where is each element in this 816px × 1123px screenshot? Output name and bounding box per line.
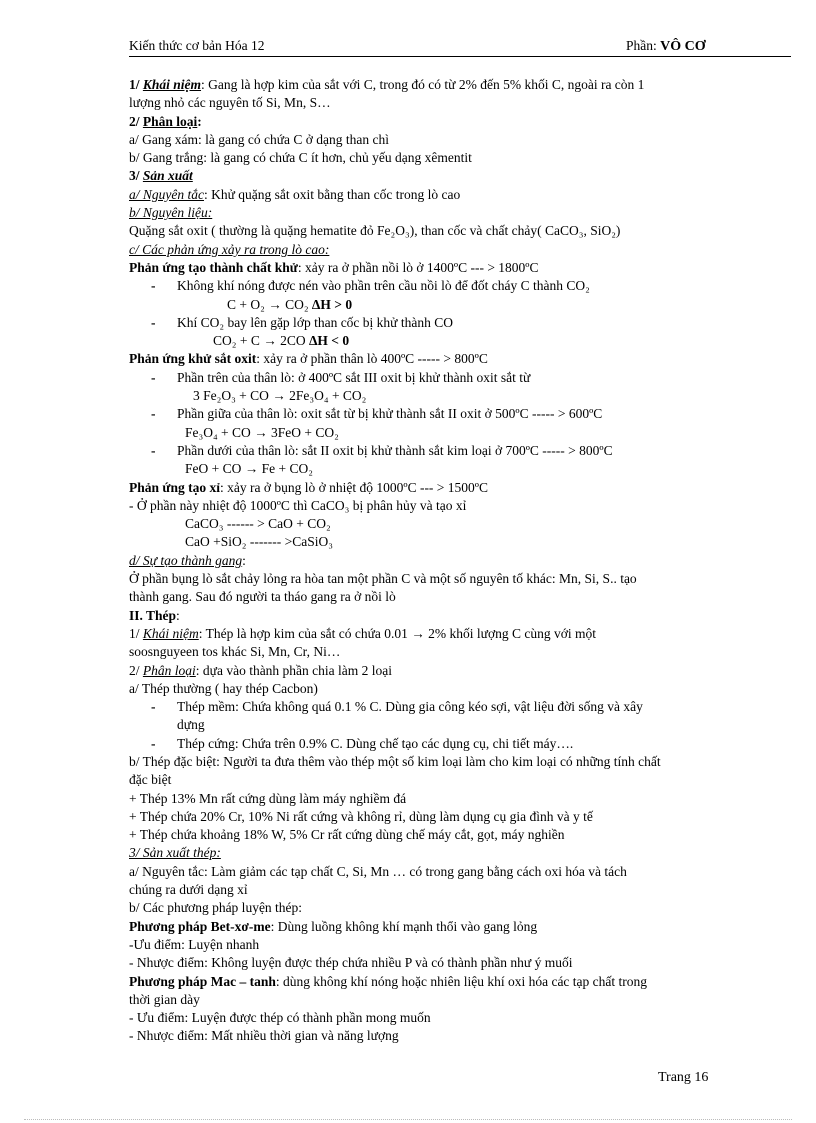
bullet-item: - Phần trên của thân lò: ở 400ºC sắt III oxit bị khử thành oxit sắt từ xyxy=(129,369,769,387)
equation xyxy=(129,332,769,350)
section-number: 1/ xyxy=(129,625,143,641)
section-heading: Phân loại xyxy=(142,113,198,129)
subheading: b/ Nguyên liệu: xyxy=(129,205,213,221)
text: : xảy ra ở phần nồi lò ở 1400ºC --- > 1800ºC xyxy=(297,259,539,275)
text: : dựa vào thành phần chia làm 2 loại xyxy=(195,662,393,678)
bold-label: Phản ứng tạo xỉ xyxy=(129,479,220,495)
line: -Ưu điểm: Luyện nhanh xyxy=(129,936,260,952)
text: : xảy ra ở phần thân lò 400ºC ----- > 800ºC xyxy=(256,351,488,367)
section-number: 2/ xyxy=(129,662,143,678)
line xyxy=(129,973,769,991)
text: : Gang là hợp kim của sắt với C, trong đó có từ 2% đến 5% khối C, ngoài ra còn 1 xyxy=(201,77,645,92)
bold-label: Phản ứng tạo thành chất khử xyxy=(129,259,298,275)
equation: Fe₃O₄ + CO → 3FeO + CO₂ xyxy=(185,424,339,440)
section-heading: II. Thép xyxy=(129,607,177,623)
subheading: Phân loại xyxy=(142,662,196,678)
page-number: Trang 16 xyxy=(658,1070,709,1085)
line: + Thép 13% Mn rất cứng dùng làm máy nghiềm đá xyxy=(129,790,407,806)
line: Quặng sắt oxit ( thường là quặng hematite đỏ Fe₂O₃), than cốc và chất chảy( CaCO₃, SiO₂) xyxy=(129,223,621,239)
equation: CaO +SiO₂ ------- >CaSiO₃ xyxy=(185,534,333,550)
section-heading: Khái niệm xyxy=(142,77,202,92)
subheading: Khái niệm xyxy=(142,625,199,641)
text: : xyxy=(242,552,246,568)
enthalpy: ΔH > 0 xyxy=(311,296,353,312)
text: : Khử quặng sắt oxit bằng than cốc trong lò cao xyxy=(203,186,461,202)
equation: FeO + CO → Fe + CO₂ xyxy=(185,461,313,477)
text: : Thép là hợp kim của sắt có chứa 0.01 → 2% khối lượng C cùng với một xyxy=(198,625,597,641)
line: dựng xyxy=(177,717,205,733)
line xyxy=(129,350,769,368)
enthalpy: ΔH < 0 xyxy=(308,333,350,349)
line xyxy=(129,552,769,570)
bold-label: Phản ứng khử sắt oxit xyxy=(129,351,257,367)
bullet-item: - Không khí nóng được nén vào phần trên cầu nồi lò để đốt cháy C thành CO₂ xyxy=(129,277,769,295)
line xyxy=(129,625,769,643)
subheading: d/ Sự tạo thành gang xyxy=(129,552,243,568)
bullet-item: - Khí CO₂ bay lên gặp lớp than cốc bị khử thành CO xyxy=(129,314,769,332)
line: chúng ra dưới dạng xỉ xyxy=(129,882,248,898)
line: - Ở phần này nhiệt độ 1000ºC thì CaCO₃ bị phân hủy và tạo xỉ xyxy=(129,497,467,513)
line: soosnguyeen tos khác Si, Mn, Cr, Ni… xyxy=(129,644,341,660)
line: a/ Gang xám: là gang có chứa C ở dạng than chì xyxy=(129,131,390,147)
text: : dùng không khí nóng hoặc nhiên liệu khí oxi hóa các tạp chất trong xyxy=(275,973,648,989)
line: đặc biệt xyxy=(129,772,172,788)
subheading: c/ Các phản ứng xảy ra trong lò cao: xyxy=(129,241,330,257)
section-number: 3/ xyxy=(129,168,140,184)
page-header xyxy=(129,38,791,56)
bullet-item: - Phần giữa của thân lò: oxit sắt từ bị khử thành sắt II oxit ở 500ºC ----- > 600ºC xyxy=(129,405,769,423)
line xyxy=(129,259,769,277)
line: thời gian dày xyxy=(129,991,200,1007)
text: : xảy ra ở bụng lò ở nhiệt độ 1000ºC --- > 1500ºC xyxy=(220,479,488,495)
document-body xyxy=(129,76,769,1046)
line: lượng nhỏ các nguyên tố Si, Mn, S… xyxy=(129,95,331,111)
page-bottom-rule xyxy=(24,1119,792,1120)
line xyxy=(129,186,769,204)
header-section-name: VÔ CƠ xyxy=(660,39,706,54)
bold-label: Phương pháp Mac – tanh xyxy=(129,973,276,989)
line: b/ Các phương pháp luyện thép: xyxy=(129,900,303,916)
subheading: a/ Nguyên tắc xyxy=(129,186,204,202)
bullet-item: - Thép cứng: Chứa trên 0.9% C. Dùng chế tạo các dụng cụ, chi tiết máy…. xyxy=(129,735,769,753)
line: thành gang. Sau đó người ta tháo gang ra ở nồi lò xyxy=(129,589,396,605)
line xyxy=(129,479,769,497)
section-heading: Sản xuất xyxy=(142,168,193,184)
line xyxy=(129,76,769,94)
line xyxy=(129,662,769,680)
header-title: Kiến thức cơ bản Hóa 12 xyxy=(129,38,265,53)
header-section xyxy=(626,38,706,55)
bullet-item: - Thép mềm: Chứa không quá 0.1 % C. Dùng gia công kéo sợi, vật liệu đời sống và xây xyxy=(129,698,769,716)
line: + Thép chứa khoảng 18% W, 5% Cr rất cứng dùng chế máy cắt, gọt, máy nghiền xyxy=(129,827,565,843)
line: b/ Thép đặc biệt: Người ta đưa thêm vào thép một số kim loại làm cho kim loại có những tính chất xyxy=(129,753,661,769)
equation: 3 Fe₂O₃ + CO → 2Fe₃O₄ + CO₂ xyxy=(193,388,367,404)
line xyxy=(129,918,769,936)
line xyxy=(129,113,769,131)
text: : Dùng luồng không khí mạnh thổi vào gang lỏng xyxy=(270,918,538,934)
equation xyxy=(129,296,769,314)
section-number: 2/ xyxy=(129,113,140,129)
line: a/ Nguyên tắc: Làm giảm các tạp chất C, Si, Mn … có trong gang bằng cách oxi hóa và tách xyxy=(129,863,627,879)
text: : xyxy=(197,113,202,129)
bullet-item: - Phần dưới của thân lò: sắt II oxit bị khử thành sắt kim loại ở 700ºC ----- > 800ºC xyxy=(129,442,769,460)
line: - Nhược điểm: Không luyện được thép chứa nhiều P và có thành phần như ý muối xyxy=(129,955,573,971)
equation-text: C + O₂ → CO₂ xyxy=(227,296,312,312)
line: a/ Thép thường ( hay thép Cacbon) xyxy=(129,680,318,696)
line xyxy=(129,167,769,185)
equation: CaCO₃ ------ > CaO + CO₂ xyxy=(185,516,331,532)
line: - Nhược điểm: Mất nhiều thời gian và năng lượng xyxy=(129,1028,399,1044)
line: - Ưu điểm: Luyện được thép có thành phần mong muốn xyxy=(129,1010,431,1026)
header-section-prefix: Phần: xyxy=(626,38,661,53)
line: Ở phần bụng lò sắt chảy lỏng ra hòa tan một phần C và một số nguyên tố khác: Mn, Si, S.. tạo xyxy=(129,571,637,587)
subheading: 3/ Sản xuất thép: xyxy=(129,845,221,861)
section-number: 1/ xyxy=(129,77,140,92)
header-rule xyxy=(129,56,791,57)
line: + Thép chứa 20% Cr, 10% Ni rất cứng và không rỉ, dùng làm dụng cụ gia đình và y tế xyxy=(129,808,593,824)
line: b/ Gang trắng: là gang có chứa C ít hơn, chủ yếu dạng xêmentit xyxy=(129,150,472,166)
bold-label: Phương pháp Bet-xơ-me xyxy=(129,918,271,934)
text: : xyxy=(176,607,180,623)
line xyxy=(129,607,769,625)
equation-text: CO₂ + C → 2CO xyxy=(213,333,309,349)
